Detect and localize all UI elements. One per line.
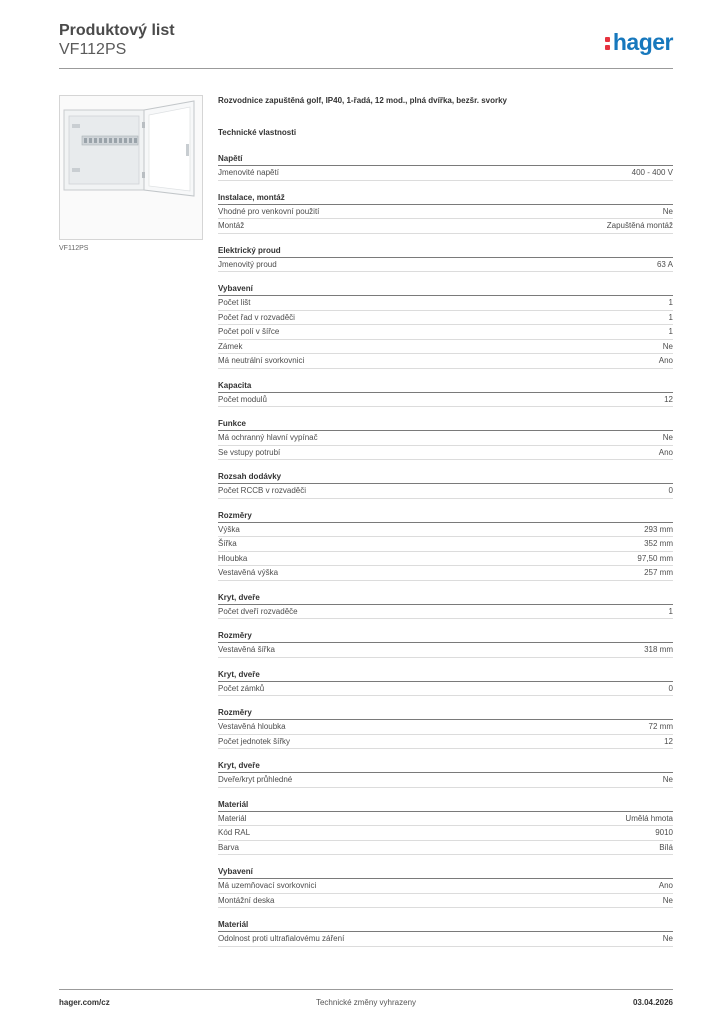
image-caption: VF112PS bbox=[59, 245, 89, 252]
spec-label: Počet zámků bbox=[218, 683, 265, 693]
section-title: Funkce bbox=[218, 418, 673, 431]
spec-value: Zapuštěná montáž bbox=[606, 221, 673, 230]
spec-label: Barva bbox=[218, 842, 239, 852]
spec-label: Montáž bbox=[218, 221, 245, 230]
spec-row bbox=[218, 166, 673, 181]
spec-value: 9010 bbox=[655, 828, 673, 837]
spec-label: Se vstupy potrubí bbox=[218, 447, 281, 457]
spec-row bbox=[218, 205, 673, 220]
spec-section bbox=[218, 799, 673, 856]
spec-label: Hloubka bbox=[218, 553, 248, 563]
section-title: Kapacita bbox=[218, 380, 673, 393]
section-title: Vybavení bbox=[218, 866, 673, 879]
spec-label: Vestavěná šířka bbox=[218, 645, 275, 654]
spec-value: 12 bbox=[664, 394, 673, 404]
spec-row bbox=[218, 258, 673, 273]
section-title: Vybavení bbox=[218, 283, 673, 296]
spec-label: Vestavěná hloubka bbox=[218, 722, 286, 731]
spec-row bbox=[218, 552, 673, 567]
spec-row bbox=[218, 682, 673, 697]
section-title: Rozměry bbox=[218, 707, 673, 720]
spec-row bbox=[218, 826, 673, 841]
spec-label: Montážní deska bbox=[218, 895, 275, 905]
spec-sections bbox=[218, 153, 673, 947]
spec-label: Má uzemňovací svorkovnici bbox=[218, 881, 317, 890]
spec-section bbox=[218, 418, 673, 460]
spec-section bbox=[218, 245, 673, 273]
spec-value: Ne bbox=[662, 206, 673, 216]
spec-label: Jmenovitý proud bbox=[218, 259, 277, 269]
spec-label: Počet RCCB v rozvaděči bbox=[218, 486, 307, 495]
product-specifications bbox=[218, 96, 673, 947]
spec-value: Ne bbox=[662, 433, 673, 442]
page-header bbox=[59, 21, 673, 59]
spec-value: Ne bbox=[662, 341, 673, 351]
spec-value: Ne bbox=[662, 775, 673, 784]
spec-label: Počet lišt bbox=[218, 298, 251, 307]
spec-value: 1 bbox=[668, 606, 673, 616]
spec-label: Vestavěná výška bbox=[218, 568, 279, 577]
spec-value: Bílá bbox=[659, 842, 673, 852]
page-footer bbox=[59, 998, 673, 1010]
spec-label: Šířka bbox=[218, 539, 237, 548]
spec-row bbox=[218, 720, 673, 735]
spec-section bbox=[218, 510, 673, 581]
spec-section bbox=[218, 760, 673, 788]
spec-row bbox=[218, 340, 673, 355]
spec-label: Vhodné pro venkovní použití bbox=[218, 206, 320, 216]
spec-value: 0 bbox=[668, 683, 673, 693]
spec-value: 1 bbox=[668, 312, 673, 322]
spec-value: 257 mm bbox=[644, 568, 673, 577]
spec-row bbox=[218, 735, 673, 750]
spec-value: Ano bbox=[658, 881, 673, 890]
spec-section bbox=[218, 630, 673, 658]
section-title: Kryt, dveře bbox=[218, 669, 673, 682]
spec-label: Výška bbox=[218, 524, 240, 534]
spec-row bbox=[218, 523, 673, 538]
spec-label: Jmenovité napětí bbox=[218, 168, 279, 177]
spec-label: Počet polí v šířce bbox=[218, 327, 280, 336]
spec-row bbox=[218, 219, 673, 234]
spec-row bbox=[218, 643, 673, 658]
spec-row bbox=[218, 446, 673, 461]
spec-row bbox=[218, 812, 673, 827]
spec-label: Dveře/kryt průhledné bbox=[218, 775, 293, 784]
spec-row bbox=[218, 894, 673, 909]
spec-value: Ne bbox=[662, 895, 673, 905]
spec-section bbox=[218, 380, 673, 408]
document-title: Produktový list bbox=[59, 22, 175, 39]
section-title: Kryt, dveře bbox=[218, 760, 673, 773]
spec-value: 1 bbox=[668, 327, 673, 336]
website-link[interactable]: hager.com/cz bbox=[59, 998, 110, 1007]
product-image bbox=[59, 95, 203, 240]
footer-divider bbox=[59, 989, 673, 990]
spec-row bbox=[218, 311, 673, 326]
spec-row bbox=[218, 484, 673, 499]
section-title: Rozměry bbox=[218, 510, 673, 523]
technical-properties-heading: Technické vlastnosti bbox=[218, 128, 297, 137]
spec-label: Počet modulů bbox=[218, 394, 267, 404]
spec-row bbox=[218, 566, 673, 581]
spec-value: Umělá hmota bbox=[625, 813, 673, 823]
spec-value: 0 bbox=[668, 486, 673, 495]
spec-row bbox=[218, 325, 673, 340]
spec-section bbox=[218, 866, 673, 908]
distribution-board-illustration bbox=[60, 96, 202, 239]
spec-section bbox=[218, 707, 673, 749]
spec-row bbox=[218, 431, 673, 446]
spec-section bbox=[218, 669, 673, 697]
spec-section bbox=[218, 153, 673, 181]
spec-section bbox=[218, 919, 673, 947]
section-title: Instalace, montáž bbox=[218, 192, 673, 205]
spec-value: 1 bbox=[668, 298, 673, 307]
spec-row bbox=[218, 932, 673, 947]
spec-value: 293 mm bbox=[644, 524, 673, 534]
section-title: Kryt, dveře bbox=[218, 592, 673, 605]
spec-value: Ano bbox=[658, 447, 673, 457]
spec-label: Zámek bbox=[218, 341, 243, 351]
logo-colon-icon bbox=[605, 33, 611, 51]
spec-value: 12 bbox=[664, 736, 673, 746]
spec-section bbox=[218, 592, 673, 620]
spec-value: 72 mm bbox=[648, 722, 673, 731]
document-date: 03.04.2026 bbox=[632, 998, 673, 1007]
header-divider bbox=[59, 68, 673, 69]
spec-row bbox=[218, 605, 673, 620]
spec-section bbox=[218, 283, 673, 369]
product-description: Rozvodnice zapuštěná golf, IP40, 1-řadá, 12 mod., plná dvířka, bezšr. svorky bbox=[218, 96, 507, 105]
spec-value: 318 mm bbox=[644, 645, 673, 654]
spec-row bbox=[218, 773, 673, 788]
spec-label: Počet řad v rozvaděči bbox=[218, 312, 295, 322]
spec-label: Má neutrální svorkovnici bbox=[218, 356, 305, 365]
spec-label: Počet dveří rozvaděče bbox=[218, 606, 298, 616]
disclaimer-text: Technické změny vyhrazeny bbox=[315, 998, 417, 1007]
spec-row bbox=[218, 354, 673, 369]
section-title: Materiál bbox=[218, 799, 673, 812]
section-title: Materiál bbox=[218, 919, 673, 932]
section-title: Rozměry bbox=[218, 630, 673, 643]
spec-section bbox=[218, 471, 673, 499]
section-title: Napětí bbox=[218, 153, 673, 166]
spec-label: Kód RAL bbox=[218, 828, 251, 837]
spec-row bbox=[218, 879, 673, 894]
section-title: Rozsah dodávky bbox=[218, 471, 673, 484]
spec-value: Ne bbox=[662, 934, 673, 943]
logo-text: hager bbox=[612, 29, 673, 55]
spec-value: 97,50 mm bbox=[637, 553, 673, 563]
spec-label: Odolnost proti ultrafialovému záření bbox=[218, 934, 345, 943]
section-title: Elektrický proud bbox=[218, 245, 673, 258]
spec-label: Má ochranný hlavní vypínač bbox=[218, 433, 318, 442]
spec-row bbox=[218, 393, 673, 408]
spec-row bbox=[218, 296, 673, 311]
spec-row bbox=[218, 537, 673, 552]
product-code: VF112PS bbox=[59, 41, 127, 58]
spec-value: 352 mm bbox=[644, 539, 673, 548]
spec-row bbox=[218, 841, 673, 856]
spec-label: Počet jednotek šířky bbox=[218, 736, 291, 746]
spec-value: 400 - 400 V bbox=[631, 168, 673, 177]
spec-section bbox=[218, 192, 673, 234]
spec-value: 63 A bbox=[656, 259, 673, 269]
hager-logo[interactable] bbox=[605, 29, 673, 56]
spec-label: Materiál bbox=[218, 813, 247, 823]
spec-value: Ano bbox=[658, 356, 673, 365]
